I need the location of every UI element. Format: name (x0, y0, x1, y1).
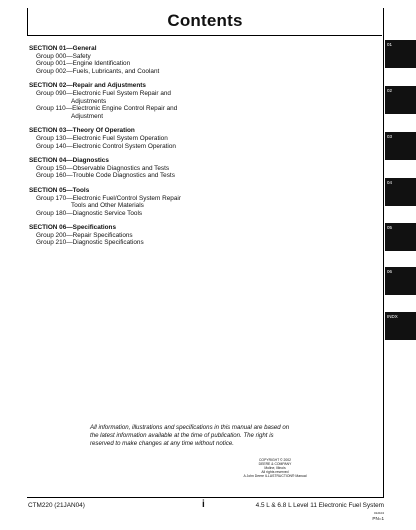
table-of-contents (29, 45, 369, 254)
section-tab[interactable]: 04 (385, 178, 416, 206)
section-title[interactable]: SECTION 01—General (29, 45, 97, 52)
toc-section (29, 127, 369, 150)
section-tab[interactable]: 03 (385, 132, 416, 160)
section-tab[interactable]: 05 (385, 223, 416, 251)
group-entry[interactable]: Group 140—Electronic Control System Operation (36, 142, 176, 150)
copyright-block (220, 458, 330, 478)
bottom-rule (27, 497, 384, 498)
footer-manual-title: 4.5 L & 6.8 L Level 11 Electronic Fuel System (255, 502, 384, 509)
section-title[interactable]: SECTION 02—Repair and Adjustments (29, 82, 146, 90)
group-entry-continued[interactable]: Adjustment (71, 112, 103, 120)
group-entry[interactable]: Group 150—Observable Diagnostics and Tests (36, 164, 170, 172)
notice-text (90, 424, 325, 448)
copyright-line: Moline, Illinois (264, 466, 286, 471)
copyright-line: A John Deere ILLUSTRUCTION® Manual (243, 474, 307, 479)
section-tab[interactable]: 06 (385, 267, 416, 295)
section-title[interactable]: SECTION 05—Tools (29, 186, 90, 194)
notice-line: the latest information available at the time of publication. The right is (90, 432, 274, 439)
section-tab[interactable]: 01 (385, 40, 416, 68)
group-entry[interactable]: Group 180—Diagnostic Service Tools (36, 209, 143, 217)
footer-doc-id: CTM220 (21JAN04) (28, 502, 85, 509)
toc-section (29, 187, 369, 217)
section-title[interactable]: SECTION 04—Diagnostics (29, 157, 109, 165)
section-tab[interactable]: 02 (385, 86, 416, 114)
notice-line: reserved to make changes at any time without notice. (90, 440, 234, 447)
page-title: Contents (167, 11, 243, 30)
group-entry[interactable]: Group 130—Electronic Fuel System Operation (36, 134, 168, 142)
copyright-line: COPYRIGHT © 2002 (258, 458, 292, 462)
toc-section (29, 157, 369, 180)
group-entry[interactable]: Group 200—Repair Specifications (36, 231, 133, 239)
footer-page-number: i (202, 499, 205, 510)
footer-pn: PN=1 (372, 516, 384, 521)
right-rule (383, 8, 384, 498)
notice-line: All information, illustrations and specifications in this manual are based on (90, 424, 290, 431)
toc-section (29, 45, 369, 75)
section-title[interactable]: SECTION 06—Specifications (29, 224, 117, 232)
top-rule (27, 35, 382, 36)
copyright-line: DEERE & COMPANY (258, 462, 292, 467)
group-entry-continued[interactable]: Adjustments (71, 97, 107, 105)
group-entry[interactable]: Group 002—Fuels, Lubricants, and Coolant (36, 67, 160, 75)
footer-date-code: 012104 (373, 511, 384, 515)
toc-section (29, 82, 369, 120)
group-entry[interactable]: Group 090—Electronic Fuel System Repair and (36, 89, 171, 97)
toc-section (29, 224, 369, 247)
group-entry[interactable]: Group 160—Trouble Code Diagnostics and Tests (36, 172, 175, 180)
section-tab[interactable]: INDX (385, 312, 416, 340)
group-entry[interactable]: Group 210—Diagnostic Specifications (36, 239, 144, 247)
group-entry[interactable]: Group 000—Safety (36, 52, 91, 60)
copyright-line: All rights reserved (261, 470, 289, 475)
section-title[interactable]: SECTION 03—Theory Of Operation (29, 127, 135, 135)
group-entry[interactable]: Group 170—Electronic Fuel/Control System Repair (36, 194, 181, 202)
group-entry[interactable]: Group 110—Electronic Engine Control Repair and (36, 105, 178, 113)
group-entry-continued[interactable]: Tools and Other Materials (71, 202, 144, 210)
group-entry[interactable]: Group 001—Engine Identification (36, 60, 131, 68)
